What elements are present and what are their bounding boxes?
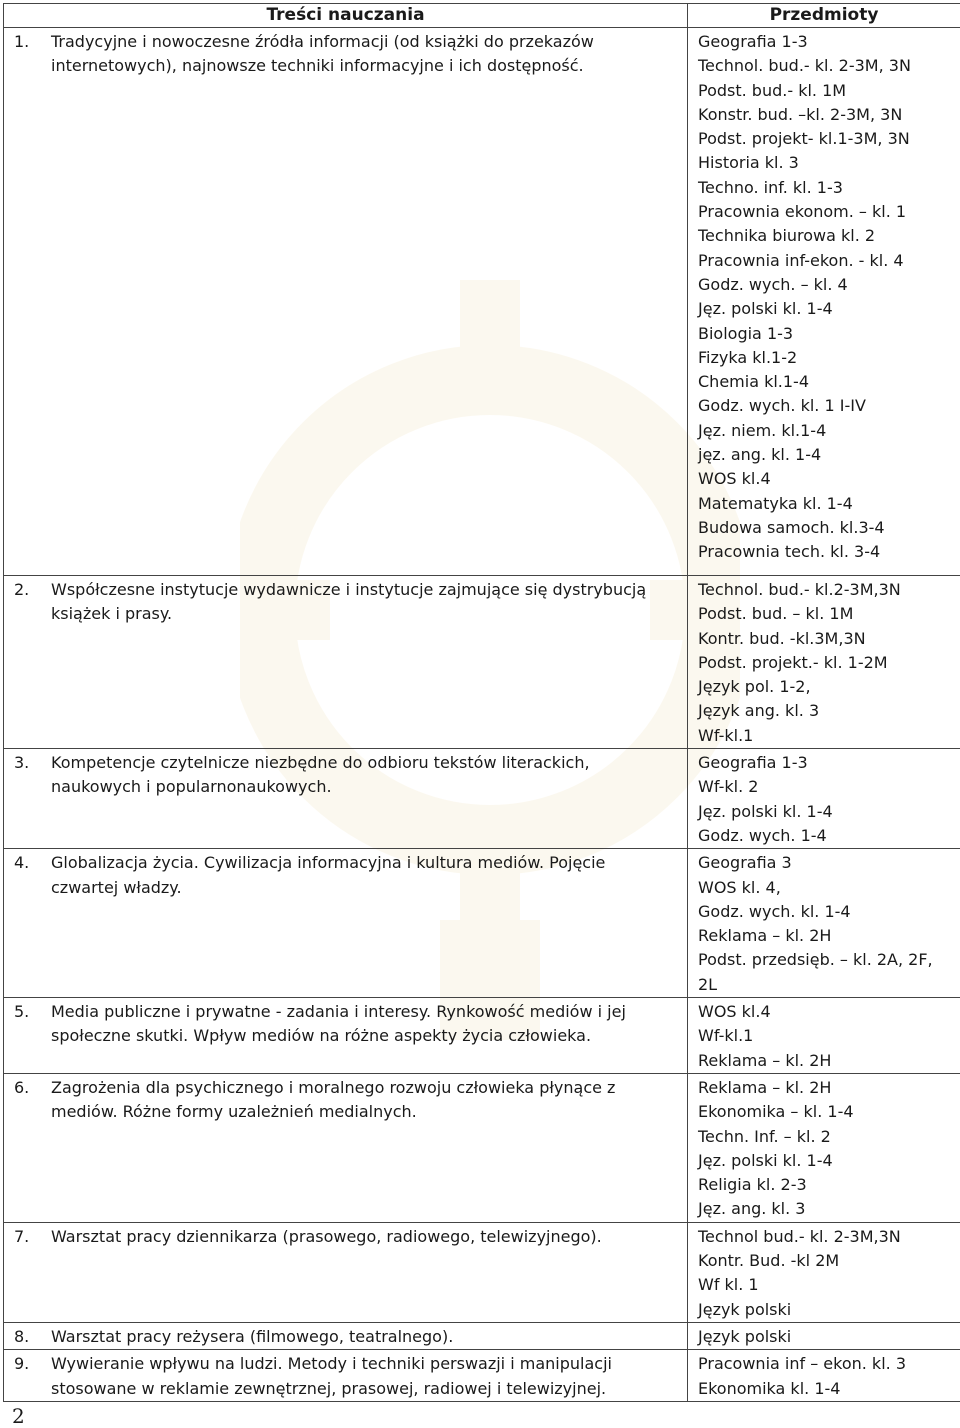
topic-text: Tradycyjne i nowoczesne źródła informacji (od książki do przekazów internetowych), najnowsze techniki informacyjne i ich dostępność. xyxy=(51,32,594,76)
topic-number: 3. xyxy=(14,753,30,773)
subject-item: Język polski xyxy=(698,1326,792,1346)
header-subjects: Przedmioty xyxy=(688,4,960,28)
table-row xyxy=(4,1222,960,1322)
table-row xyxy=(4,28,960,576)
subject-item: Ekonomika – kl. 1-4 xyxy=(698,1102,854,1122)
subjects-cell xyxy=(688,1222,960,1322)
subject-item: Wf-kl.1 xyxy=(698,725,754,745)
subject-item: Geografia 3 xyxy=(698,853,792,873)
subject-item: Godz. wych. 1-4 xyxy=(698,825,827,845)
topic-text: Media publiczne i prywatne - zadania i interesy. Rynkowość mediów i jej społeczne skutki. Wpływ mediów na różne aspekty życia człowieka. xyxy=(51,1002,626,1046)
subjects-cell xyxy=(688,849,960,998)
header-row xyxy=(4,4,960,28)
subject-item: Pracownia tech. kl. 3-4 xyxy=(698,542,881,562)
subject-item: WOS kl. 4, xyxy=(698,877,781,897)
topic-cell xyxy=(4,1222,688,1322)
subject-item: Wf-kl.1 xyxy=(698,1026,754,1046)
header-topics: Treści nauczania xyxy=(4,4,688,28)
subjects-cell xyxy=(688,1073,960,1222)
topic-number: 4. xyxy=(14,853,30,873)
subject-item: Reklama – kl. 2H xyxy=(698,1050,832,1070)
subject-item: Godz. wych. kl. 1-4 xyxy=(698,901,851,921)
subject-item: Religia kl. 2-3 xyxy=(698,1175,807,1195)
topic-text: Zagrożenia dla psychicznego i moralnego rozwoju człowieka płynące z mediów. Różne formy uzależnień medialnych. xyxy=(51,1077,616,1122)
subjects-cell xyxy=(688,1322,960,1349)
page-number: 2 xyxy=(12,1404,25,1428)
topic-cell xyxy=(4,1322,688,1349)
subject-item: Godz. wych. kl. 1 I-IV xyxy=(698,396,866,416)
subject-item: Kontr. Bud. -kl 2M xyxy=(698,1251,840,1271)
topic-cell xyxy=(4,849,688,998)
subject-item: Pracownia inf – ekon. kl. 3 xyxy=(698,1354,906,1374)
subject-item: Wf-kl. 2 xyxy=(698,777,759,797)
topic-number: 1. xyxy=(14,32,30,51)
subject-item: Jęz. niem. kl.1-4 xyxy=(698,420,827,440)
subject-item: Technol. bud.- kl.2-3M,3N xyxy=(698,580,901,599)
subject-item: Podst. projekt.- kl. 1-2M xyxy=(698,652,888,672)
subject-item: Jęz. polski kl. 1-4 xyxy=(698,1150,833,1170)
subject-item: Godz. wych. – kl. 4 xyxy=(698,274,848,294)
subject-item: Kontr. bud. -kl.3M,3N xyxy=(698,628,866,648)
subjects-cell xyxy=(688,28,960,576)
subject-item: Technol bud.- kl. 2-3M,3N xyxy=(698,1226,901,1246)
topic-number: 8. xyxy=(14,1326,30,1346)
topic-cell xyxy=(4,576,688,749)
topic-text: Współczesne instytucje wydawnicze i instytucje zajmujące się dystrybucją książek i prasy. xyxy=(51,580,647,624)
topic-cell xyxy=(4,28,688,576)
topic-cell xyxy=(4,998,688,1074)
subject-item: Reklama – kl. 2H xyxy=(698,926,832,946)
subject-item: Techn. Inf. – kl. 2 xyxy=(698,1126,831,1146)
topic-number: 2. xyxy=(14,580,30,599)
topic-text: Warsztat pracy dziennikarza (prasowego, radiowego, telewizyjnego). xyxy=(51,1226,602,1246)
topic-number: 6. xyxy=(14,1077,30,1097)
subject-item: Technol. bud.- kl. 2-3M, 3N xyxy=(698,56,911,76)
topic-cell xyxy=(4,1073,688,1222)
topic-cell xyxy=(4,1350,688,1402)
subject-item: Jęz. polski kl. 1-4 xyxy=(698,299,833,319)
topic-text: Kompetencje czytelnicze niezbędne do odbioru tekstów literackich, naukowych i popularnonaukowych. xyxy=(51,753,590,797)
topic-number: 9. xyxy=(14,1354,30,1374)
table-row xyxy=(4,576,960,749)
subject-item: Geografia 1-3 xyxy=(698,753,808,773)
subjects-cell xyxy=(688,576,960,749)
subject-item: Konstr. bud. –kl. 2-3M, 3N xyxy=(698,104,903,124)
topic-text: Wywieranie wpływu na ludzi. Metody i techniki perswazji i manipulacji stosowane w reklamie zewnętrznej, prasowej, radiowej i telewizyjnej. xyxy=(51,1354,612,1398)
subject-item: Podst. projekt- kl.1-3M, 3N xyxy=(698,129,910,149)
table-row xyxy=(4,1350,960,1402)
subjects-cell xyxy=(688,749,960,849)
table-row xyxy=(4,1322,960,1349)
table-row xyxy=(4,1073,960,1222)
subject-item: Język pol. 1-2, xyxy=(698,677,811,697)
subject-item: WOS kl.4 xyxy=(698,1002,771,1022)
subject-item: Jęz. polski kl. 1-4 xyxy=(698,801,833,821)
subject-item: Technika biurowa kl. 2 xyxy=(698,226,876,246)
topic-text: Globalizacja życia. Cywilizacja informacyjna i kultura mediów. Pojęcie czwartej władzy. xyxy=(51,853,606,897)
subject-item: Podst. bud.- kl. 1M xyxy=(698,80,847,100)
subject-item: Reklama – kl. 2H xyxy=(698,1077,832,1097)
subject-item: Chemia kl.1-4 xyxy=(698,372,810,392)
subject-item: Ekonomika kl. 1-4 xyxy=(698,1378,841,1398)
subject-item: Techno. inf. kl. 1-3 xyxy=(698,177,843,197)
subject-item: jęz. ang. kl. 1-4 xyxy=(698,445,822,465)
table-row xyxy=(4,749,960,849)
topic-text: Warsztat pracy reżysera (filmowego, teatralnego). xyxy=(51,1326,454,1346)
subject-item: Język polski xyxy=(698,1299,792,1319)
subject-item: Matematyka kl. 1-4 xyxy=(698,493,853,513)
subject-item: Pracownia inf-ekon. - kl. 4 xyxy=(698,250,904,270)
subject-item: Geografia 1-3 xyxy=(698,32,808,51)
table-row xyxy=(4,849,960,998)
subject-item: Podst. przedsięb. – kl. 2A, 2F, xyxy=(698,950,933,970)
curriculum-table xyxy=(3,3,960,1402)
table-row xyxy=(4,998,960,1074)
subject-item: Biologia 1-3 xyxy=(698,323,794,343)
subject-item: Fizyka kl.1-2 xyxy=(698,347,798,367)
subject-item: Budowa samoch. kl.3-4 xyxy=(698,517,885,537)
subject-item: WOS kl.4 xyxy=(698,469,771,489)
subjects-cell xyxy=(688,1350,960,1402)
topic-number: 5. xyxy=(14,1002,30,1022)
subject-item: Jęz. ang. kl. 3 xyxy=(698,1199,806,1219)
topic-cell xyxy=(4,749,688,849)
subject-item: Pracownia ekonom. – kl. 1 xyxy=(698,202,907,222)
subject-item: Historia kl. 3 xyxy=(698,153,799,173)
subjects-cell xyxy=(688,998,960,1074)
topic-number: 7. xyxy=(14,1226,30,1246)
subject-item: Język ang. kl. 3 xyxy=(698,701,820,721)
subject-item: 2L xyxy=(698,974,718,994)
subject-item: Wf kl. 1 xyxy=(698,1275,759,1295)
subject-item: Podst. bud. – kl. 1M xyxy=(698,604,854,624)
